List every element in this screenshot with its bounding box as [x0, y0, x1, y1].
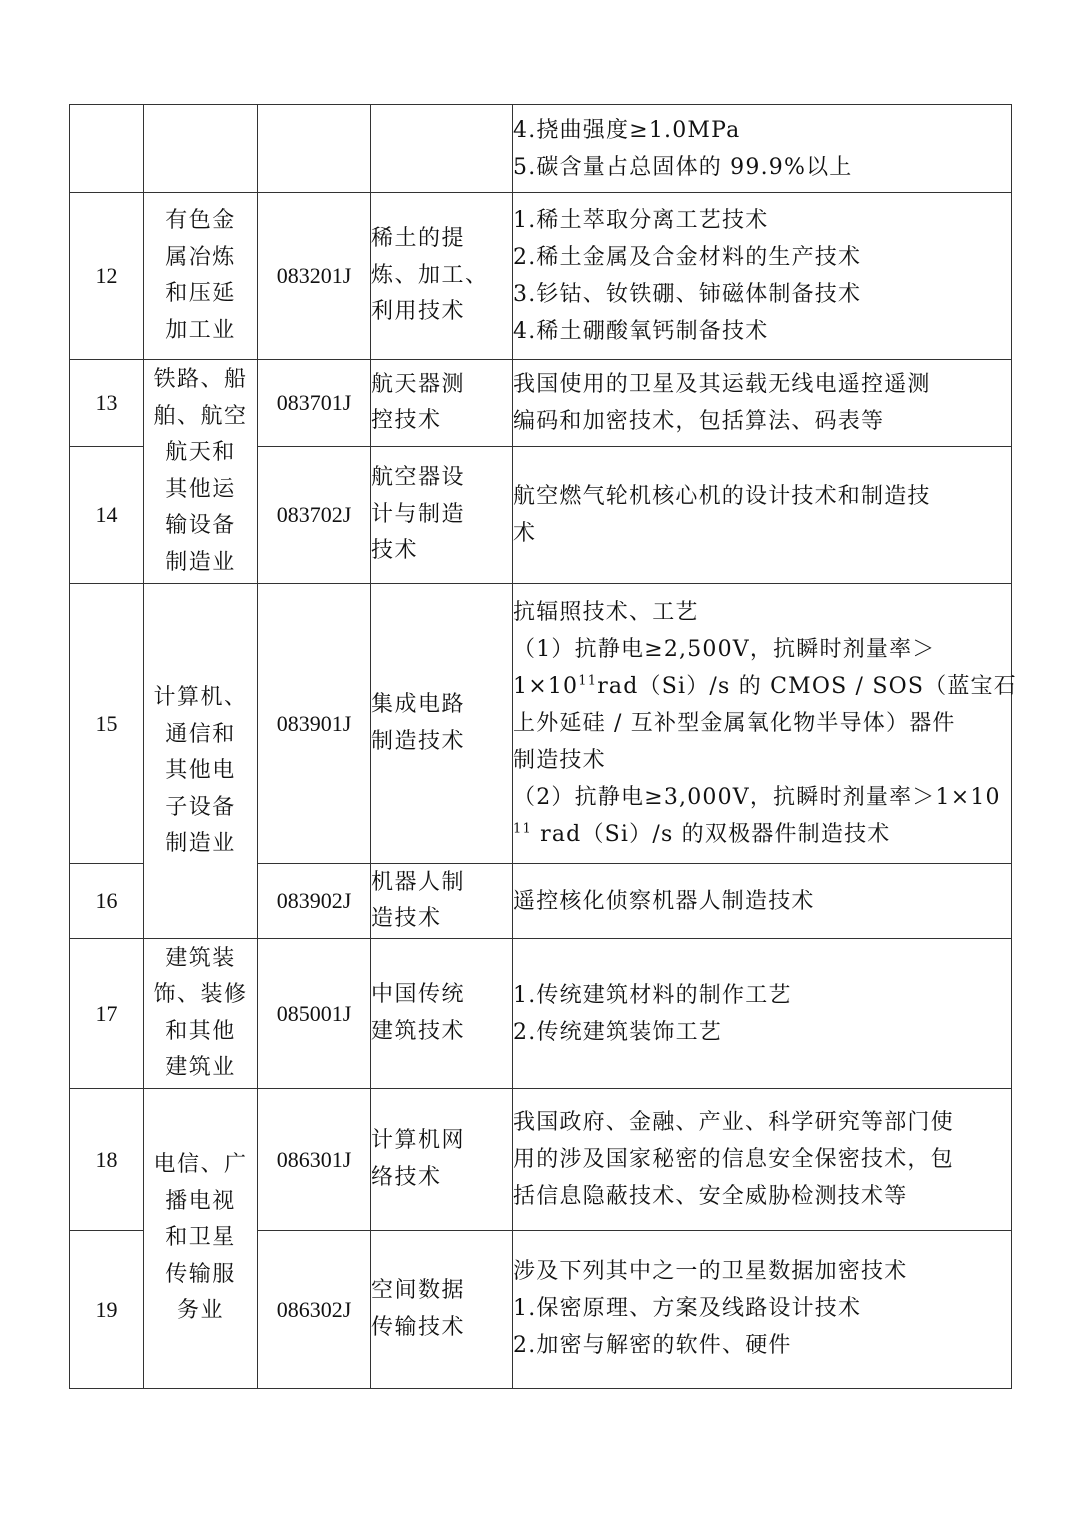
industry-line: 建筑业	[165, 1055, 236, 1080]
industry-line: 饰、装修	[153, 982, 248, 1007]
exponent: 11	[513, 821, 532, 837]
description-line: （1）抗静电≥2,500V，抗瞬时剂量率＞	[513, 637, 936, 662]
code-cell	[258, 105, 371, 193]
technology-line: 机器人制	[371, 869, 466, 895]
industry-line: 舶、航空	[153, 403, 248, 429]
industry-line: 和压延	[165, 281, 236, 306]
row-number: 13	[70, 360, 144, 447]
row-number: 16	[70, 864, 144, 939]
description-cell	[513, 360, 1012, 447]
description-line: 术	[513, 521, 537, 546]
formula-base: 1×10	[513, 674, 579, 699]
code-cell: 086302J	[258, 1231, 371, 1389]
industry-line: 和其他	[165, 1018, 236, 1044]
code-cell: 083201J	[258, 193, 371, 360]
industry-line: 属冶炼	[165, 244, 236, 270]
row-number: 14	[70, 447, 144, 584]
description-line: 我国政府、金融、产业、科学研究等部门使	[513, 1110, 954, 1135]
technology-line: 络技术	[371, 1164, 442, 1190]
industry-cell	[144, 584, 258, 939]
description-cell	[513, 193, 1012, 360]
industry-line: 计算机、	[153, 685, 248, 710]
technology-line: 航天器测	[371, 371, 466, 397]
technology-cell	[371, 864, 513, 939]
description-line: 制造技术	[513, 748, 606, 773]
code-cell: 086301J	[258, 1089, 371, 1231]
description-cell	[513, 447, 1012, 584]
row-number: 15	[70, 584, 144, 864]
description-line: 括信息隐蔽技术、安全威胁检测技术等	[513, 1184, 908, 1209]
industry-line: 子设备	[165, 794, 236, 820]
row-number: 18	[70, 1089, 144, 1231]
technology-line: 集成电路	[371, 692, 466, 717]
description-line: 上外延硅 / 互补型金属氧化物半导体）器件	[513, 711, 956, 736]
technology-cell	[371, 939, 513, 1089]
description-line: 用的涉及国家秘密的信息安全保密技术，包	[513, 1147, 954, 1172]
technology-line: 技术	[371, 538, 419, 564]
technology-line: 传输技术	[371, 1314, 466, 1340]
description-line: 涉及下列其中之一的卫星数据加密技术	[513, 1259, 908, 1284]
description-cell	[513, 105, 1012, 193]
industry-cell	[144, 1089, 258, 1389]
description-cell	[513, 1231, 1012, 1389]
row-number: 17	[70, 939, 144, 1089]
industry-line: 通信和	[165, 721, 236, 747]
technology-cell	[371, 360, 513, 447]
formula-rest: rad（Si）/s 的双极器件制造技术	[531, 822, 891, 847]
technology-line: 造技术	[371, 906, 442, 931]
description-line: 2.传统建筑装饰工艺	[513, 1019, 722, 1045]
code-cell: 083901J	[258, 584, 371, 864]
code-cell: 085001J	[258, 939, 371, 1089]
description-line: 编码和加密技术，包括算法、码表等	[513, 409, 885, 434]
industry-cell	[144, 360, 258, 584]
technology-line: 稀土的提	[371, 226, 466, 252]
technology-line: 制造技术	[371, 728, 466, 754]
industry-cell	[144, 193, 258, 360]
table-row	[70, 584, 1012, 864]
industry-line: 有色金	[165, 208, 236, 233]
technology-cell	[371, 105, 513, 193]
code-cell: 083702J	[258, 447, 371, 584]
technology-line: 计算机网	[371, 1128, 466, 1153]
industry-line: 播电视	[165, 1188, 236, 1214]
code-cell: 083902J	[258, 864, 371, 939]
technology-line: 中国传统	[371, 982, 466, 1007]
industry-line: 铁路、船	[153, 367, 248, 392]
row-number: 19	[70, 1231, 144, 1389]
industry-cell	[144, 105, 258, 193]
technology-line: 建筑技术	[371, 1018, 466, 1044]
technology-cell	[371, 1231, 513, 1389]
technology-cell	[371, 584, 513, 864]
description-line: 4.稀土硼酸氧钙制备技术	[513, 319, 769, 344]
description-line: 1.稀土萃取分离工艺技术	[513, 208, 769, 233]
industry-line: 加工业	[165, 317, 236, 343]
table-row	[70, 1089, 1012, 1231]
table-row	[70, 193, 1012, 360]
description-line: 2.稀土金属及合金材料的生产技术	[513, 245, 862, 270]
table-row	[70, 105, 1012, 193]
description-line: 我国使用的卫星及其运载无线电遥控遥测	[513, 372, 931, 397]
technology-line: 计与制造	[371, 501, 466, 527]
description-line: 抗辐照技术、工艺	[513, 600, 699, 625]
technology-cell	[371, 1089, 513, 1231]
industry-line: 务业	[176, 1298, 224, 1323]
industry-line: 传输服	[165, 1261, 236, 1287]
exponent: 11	[578, 673, 598, 689]
table-row	[70, 939, 1012, 1089]
industry-line: 航天和	[165, 440, 236, 465]
technology-line: 航空器设	[371, 465, 466, 491]
description-line: 航空燃气轮机核心机的设计技术和制造技	[513, 484, 931, 509]
industry-line: 其他电	[165, 758, 236, 783]
industry-line: 其他运	[165, 476, 236, 502]
description-line: 遥控核化侦察机器人制造技术	[513, 888, 815, 914]
description-line	[513, 668, 1017, 705]
technology-line: 空间数据	[371, 1278, 466, 1303]
technology-cell	[371, 193, 513, 360]
description-line	[513, 816, 1011, 853]
industry-line: 制造业	[165, 549, 236, 575]
industry-line: 和卫星	[165, 1225, 236, 1250]
technology-cell	[371, 447, 513, 584]
industry-line: 制造业	[165, 831, 236, 856]
restricted-technology-table	[69, 104, 1017, 1389]
industry-line: 输设备	[165, 513, 236, 538]
industry-cell	[144, 939, 258, 1089]
description-line: 2.加密与解密的软件、硬件	[513, 1333, 792, 1358]
technology-line: 控技术	[371, 408, 442, 433]
industry-line: 建筑装	[165, 945, 236, 971]
row-number	[70, 105, 144, 193]
description-line: 5.碳含量占总固体的 99.9%以上	[513, 154, 853, 180]
industry-line: 电信、广	[153, 1152, 248, 1177]
description-cell	[513, 1089, 1012, 1231]
row-number: 12	[70, 193, 144, 360]
description-cell	[513, 864, 1012, 939]
description-line: （2）抗静电≥3,000V，抗瞬时剂量率＞1×10	[513, 785, 1001, 810]
technology-line: 利用技术	[371, 299, 466, 325]
table-row	[70, 360, 1012, 447]
description-line: 3.钐钴、钕铁硼、铈磁体制备技术	[513, 282, 862, 307]
description-line: 4.挠曲强度≥1.0MPa	[513, 117, 741, 143]
description-line: 1.传统建筑材料的制作工艺	[513, 982, 792, 1008]
code-cell: 083701J	[258, 360, 371, 447]
formula-rest: rad（Si）/s 的 CMOS / SOS（蓝宝石	[597, 674, 1017, 699]
description-cell	[513, 939, 1012, 1089]
description-cell	[513, 584, 1017, 864]
technology-line: 炼、加工、	[371, 262, 489, 288]
description-line: 1.保密原理、方案及线路设计技术	[513, 1296, 862, 1321]
